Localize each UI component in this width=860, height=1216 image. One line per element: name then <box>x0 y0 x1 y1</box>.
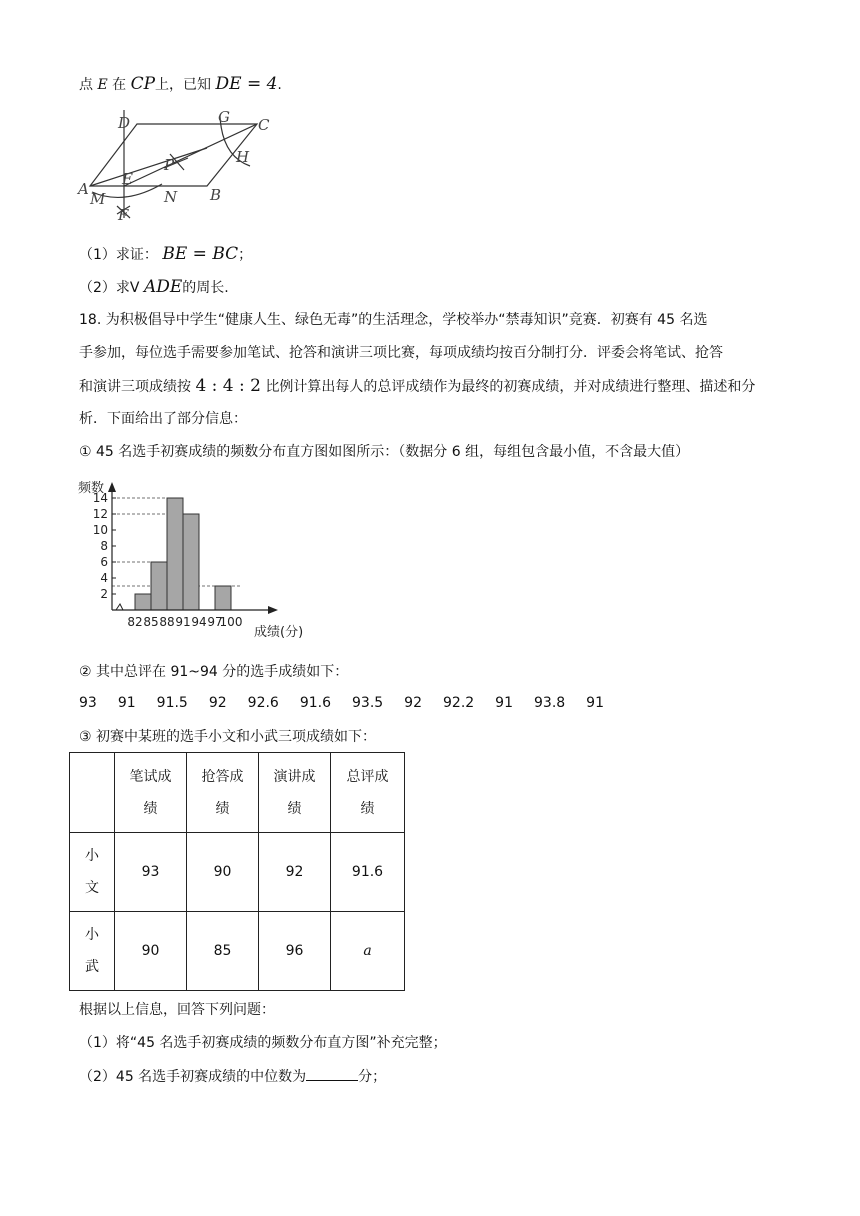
q17-part1 <box>79 244 252 265</box>
answer-prompt: 根据以上信息，回答下列问题： <box>79 1002 275 1018</box>
x-tick-label: 85 <box>143 615 159 629</box>
q17-part1-math: BE = BC <box>162 244 239 264</box>
q17-part2-prefix: （2）求V <box>79 280 144 296</box>
q18-line3 <box>79 376 755 397</box>
parallelogram-figure <box>72 106 292 226</box>
score-value: 91.5 <box>156 695 188 711</box>
table-cell: 小 武 <box>70 912 115 991</box>
label-m: M <box>90 190 106 208</box>
y-tick-label: 12 <box>92 507 108 521</box>
table-cell: 92 <box>259 833 331 912</box>
y-tick-label: 6 <box>100 555 108 569</box>
q17-part1-suffix: ； <box>238 247 253 263</box>
info-3: ③ 初赛中某班的选手小文和小武三项成绩如下： <box>79 729 376 745</box>
y-tick-label: 14 <box>92 491 108 505</box>
table-header-cell: 笔试成 绩 <box>115 753 187 833</box>
intro-end: . <box>277 77 282 93</box>
x-tick-label: 91 <box>175 615 191 629</box>
intro-on: 在 <box>112 77 127 93</box>
histogram-bar <box>151 562 167 610</box>
y-tick-label: 2 <box>100 587 108 601</box>
table-header-cell: 抢答成 绩 <box>187 753 259 833</box>
sub-question-1: （1）将“45 名选手初赛成绩的频数分布直方图”补充完整； <box>79 1035 447 1051</box>
de-equation: DE = 4 <box>215 74 278 94</box>
table-header-cell <box>70 753 115 833</box>
intro-line <box>79 74 282 95</box>
table-cell: a <box>331 912 405 991</box>
table-row <box>70 833 405 912</box>
score-value: 91 <box>586 695 604 711</box>
score-value: 91 <box>495 695 513 711</box>
table-header-cell: 总评成 绩 <box>331 753 405 833</box>
score-value: 93 <box>79 695 97 711</box>
table-cell: 小 文 <box>70 833 115 912</box>
sub2-prefix: （2）45 名选手初赛成绩的中位数为 <box>79 1069 307 1085</box>
q18-line3-b: 比例计算出每人的总评成绩作为最终的初赛成绩，并对成绩进行整理、描述和分 <box>265 379 756 395</box>
histogram-bar <box>183 514 199 610</box>
score-value: 91.6 <box>299 695 331 711</box>
y-tick-label: 4 <box>100 571 108 585</box>
q17-part2 <box>79 277 229 298</box>
y-axis-label: 频数 <box>78 481 105 496</box>
table-cell: 96 <box>259 912 331 991</box>
label-e: E <box>122 170 133 188</box>
histogram-chart <box>78 476 308 644</box>
segment-cp: CP <box>130 74 156 94</box>
score-value: 92.2 <box>443 695 475 711</box>
info-1: ① 45 名选手初赛成绩的频数分布直方图如图所示：（数据分 6 组，每组包含最小值，不含最大值） <box>79 444 690 460</box>
q17-part1-prefix: （1）求证： <box>79 247 158 263</box>
q17-part2-suffix: 的周长. <box>182 280 229 296</box>
ratio: 4 : 4 : 2 <box>195 376 261 396</box>
label-a: A <box>78 180 89 198</box>
sub-question-2 <box>79 1066 386 1087</box>
table-cell: 93 <box>115 833 187 912</box>
x-axis-label: 成绩(分) <box>254 625 304 640</box>
x-tick-label: 94 <box>191 615 207 629</box>
label-p: P <box>164 156 175 174</box>
label-g: G <box>218 108 230 126</box>
info-2: ② 其中总评在 91~94 分的选手成绩如下： <box>79 664 349 680</box>
q17-part2-math: ADE <box>143 277 183 297</box>
table-cell: 91.6 <box>331 833 405 912</box>
score-value: 91 <box>117 695 136 711</box>
label-c: C <box>258 116 270 134</box>
q18-line2: 手参加，每位选手需要参加笔试、抢答和演讲三项比赛，每项成绩均按百分制打分．评委会将笔试、抢答 <box>79 345 723 361</box>
y-tick-label: 10 <box>92 523 108 537</box>
sub2-suffix: 分； <box>358 1069 387 1085</box>
x-ticks <box>127 615 242 629</box>
score-value: 92.6 <box>247 695 279 711</box>
q18-line1: 18. 为积极倡导中学生“健康人生、绿色无毒”的生活理念，学校举办“禁毒知识”竞赛．初赛有 45 名选 <box>79 312 708 328</box>
score-value: 93.5 <box>352 695 384 711</box>
scores-list <box>79 693 625 713</box>
label-f: F <box>118 206 129 224</box>
q18-line3-a: 和演讲三项成绩按 <box>79 379 191 395</box>
label-h: H <box>236 148 250 166</box>
x-axis-arrow <box>268 606 278 614</box>
q18-line4: 析．下面给出了部分信息： <box>79 411 247 427</box>
score-value: 92 <box>404 695 422 711</box>
histogram-bar <box>167 498 183 610</box>
x-tick-label: 82 <box>127 615 143 629</box>
scores-table <box>69 752 405 991</box>
intro-prefix: 点 <box>79 77 93 93</box>
table-cell: 85 <box>187 912 259 991</box>
label-n: N <box>164 188 178 206</box>
bisector-line <box>90 148 207 186</box>
y-axis-arrow <box>108 482 116 492</box>
label-d: D <box>118 114 131 132</box>
answer-blank[interactable] <box>306 1066 358 1081</box>
table-row <box>70 912 405 991</box>
score-value: 92 <box>208 695 227 711</box>
x-tick-label: 97 <box>207 615 223 629</box>
x-tick-label: 88 <box>159 615 175 629</box>
x-tick-label: 100 <box>219 615 243 629</box>
bars <box>135 498 231 610</box>
intro-suffix: 上，已知 <box>155 77 212 93</box>
table-header-cell: 演讲成 绩 <box>259 753 331 833</box>
table-cell: 90 <box>115 912 187 991</box>
histogram-bar <box>135 594 151 610</box>
y-tick-label: 8 <box>100 539 108 553</box>
histogram-bar <box>215 586 231 610</box>
point-e: E <box>97 77 108 93</box>
label-b: B <box>210 186 222 204</box>
table-header-row <box>70 753 405 833</box>
axis-break <box>116 604 123 610</box>
parallelogram-abcd <box>90 124 257 186</box>
score-value: 93.8 <box>534 695 566 711</box>
table-cell: 90 <box>187 833 259 912</box>
